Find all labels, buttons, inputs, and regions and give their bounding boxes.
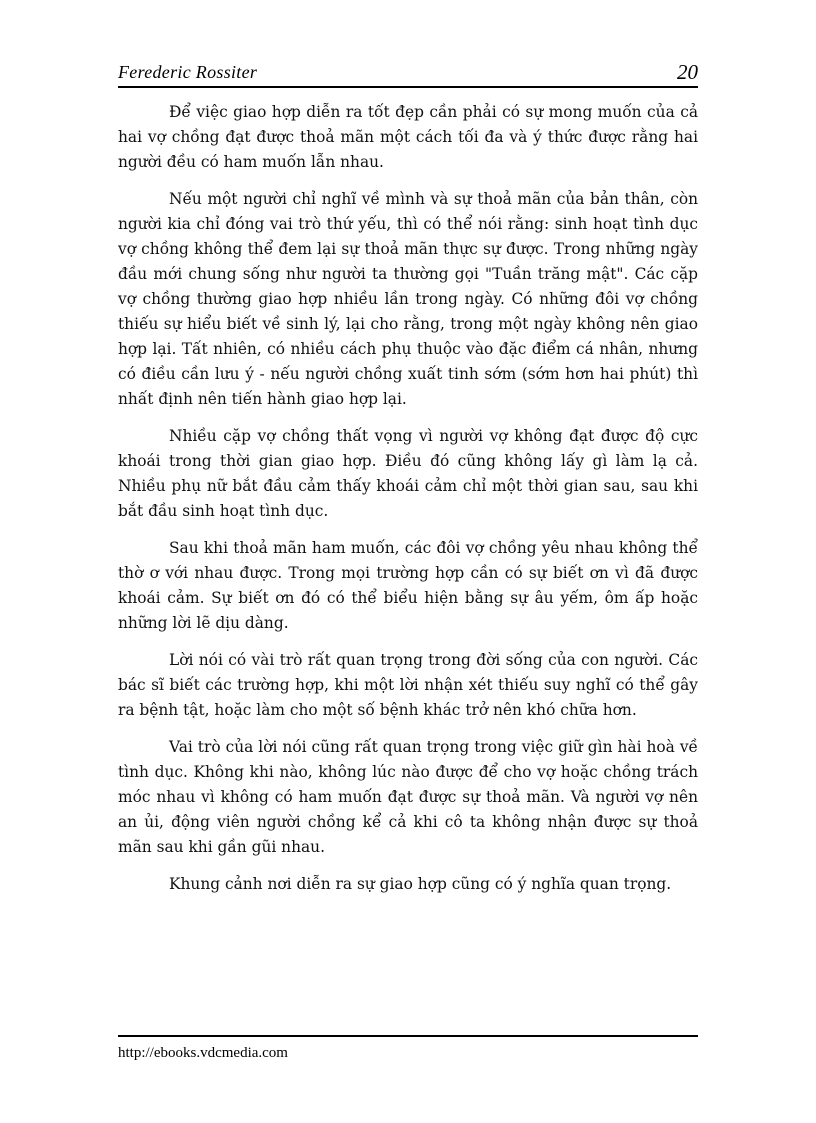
footer-divider	[118, 1035, 698, 1037]
header-author: Ferederic Rossiter	[118, 62, 258, 82]
paragraph: Lời nói có vài trò rất quan trọng trong đời sống của con người. Các bác sĩ biết các trường hợp, khi một lời nhận xét thiếu suy nghĩ có thể gây ra bệnh tật, hoặc làm cho một số bệnh khác trở nên khó chữa hơn.	[118, 651, 698, 719]
body-text	[118, 100, 698, 909]
paragraph: Nếu một người chỉ nghĩ về mình và sự thoả mãn của bản thân, còn người kia chỉ đóng vai trò thứ yếu, thì có thể nói rằng: sinh hoạt tình dục vợ chồng không thể đem lại sự thoả mãn thực sự được. Trong những ngày đầu mới chung sống như người ta thường gọi "Tuần trăng mật". Các cặp vợ chồng thường giao hợp nhiều lần trong ngày. Có những đôi vợ chồng thiếu sự hiểu biết về sinh lý, lại cho rằng, trong một ngày không nên giao hợp lại. Tất nhiên, có nhiều cách phụ thuộc vào đặc điểm cá nhân, nhưng có điều cần lưu ý - nếu người chồng xuất tinh sớm (sớm hơn hai phút) thì nhất định nên tiến hành giao hợp lại.	[118, 190, 698, 408]
page-number: 20	[677, 60, 698, 84]
paragraph: Để việc giao hợp diễn ra tốt đẹp cần phải có sự mong muốn của cả hai vợ chồng đạt được thoả mãn một cách tối đa và ý thức được rằng hai người đều có ham muốn lẫn nhau.	[118, 103, 698, 171]
paragraph: Khung cảnh nơi diễn ra sự giao hợp cũng có ý nghĩa quan trọng.	[169, 875, 672, 893]
paragraph: Nhiều cặp vợ chồng thất vọng vì người vợ không đạt được độ cực khoái trong thời gian giao hợp. Điều đó cũng không lấy gì làm lạ cả. Nhiều phụ nữ bắt đầu cảm thấy khoái cảm chỉ một thời gian sau, sau khi bắt đầu sinh hoạt tình dục.	[118, 427, 698, 520]
header-divider	[118, 86, 698, 88]
page-header	[118, 62, 698, 86]
footer-url[interactable]: http://ebooks.vdcmedia.com	[118, 1045, 288, 1061]
paragraph: Sau khi thoả mãn ham muốn, các đôi vợ chồng yêu nhau không thể thờ ơ với nhau được. Trong mọi trường hợp cần có sự biết ơn vì đã được khoái cảm. Sự biết ơn đó có thể biểu hiện bằng sự âu yếm, ôm ấp hoặc những lời lẽ dịu dàng.	[118, 539, 698, 632]
paragraph: Vai trò của lời nói cũng rất quan trọng trong việc giữ gìn hài hoà về tình dục. Không khi nào, không lúc nào được để cho vợ hoặc chồng trách móc nhau vì không có ham muốn đạt được sự thoả mãn. Và người vợ nên an ủi, động viên người chồng kể cả khi cô ta không nhận được sự thoả mãn sau khi gần gũi nhau.	[118, 738, 698, 856]
